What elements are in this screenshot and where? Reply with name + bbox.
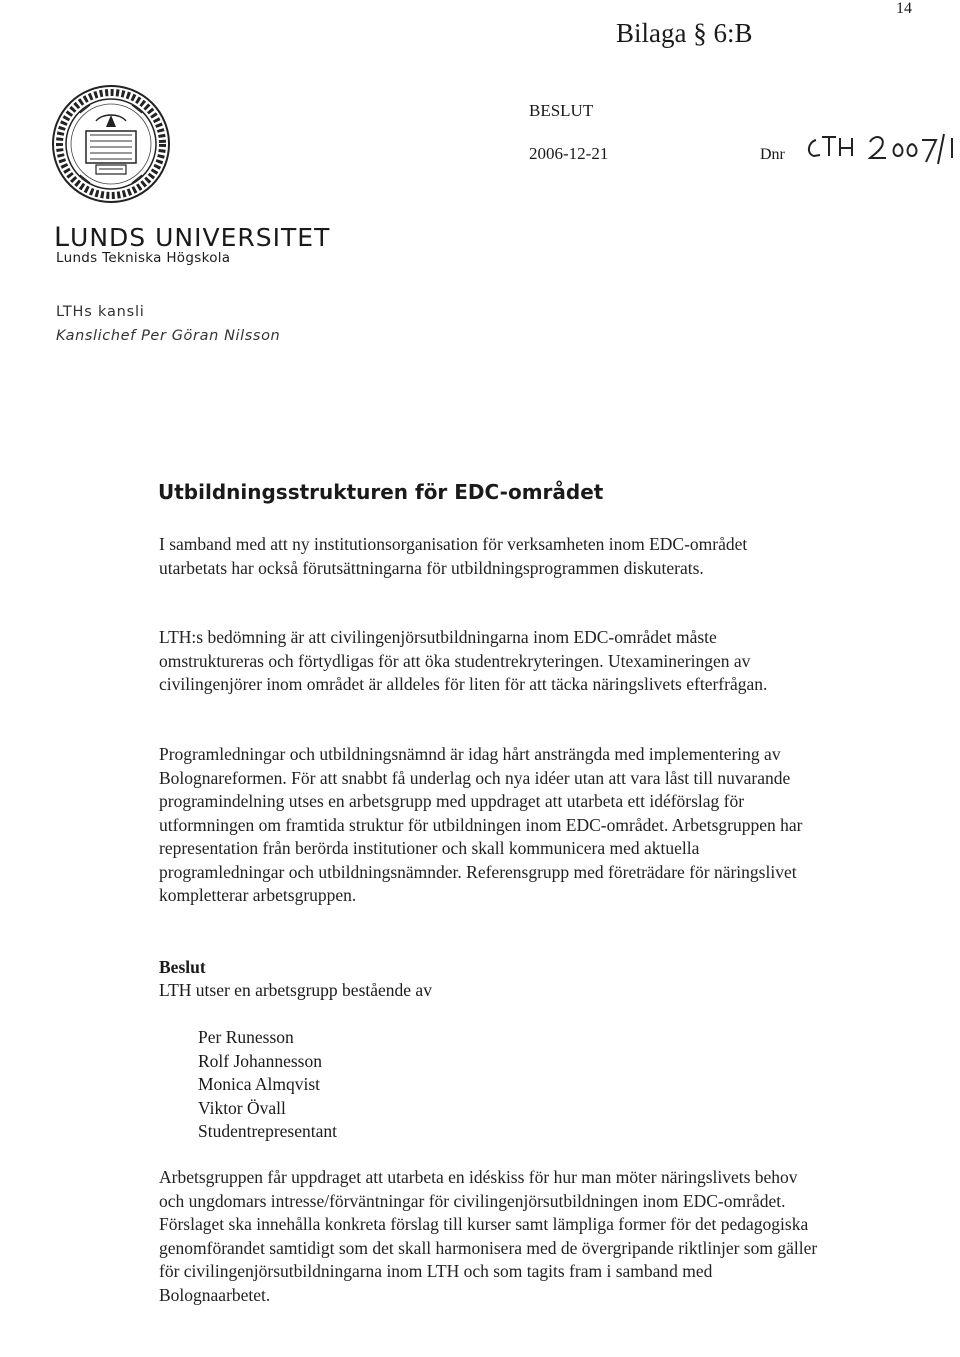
decision-intro: LTH utser en arbetsgrupp bestående av xyxy=(159,980,432,1000)
paragraph-working-group: Programledningar och utbildningsnämnd är idag hårt ansträngda med implementering av Bolognareformen. För att snabbt få underlag och nya idéer utan att vara låst till nuvarande programindelning utses en arbetsgrupp med uppdraget att utarbeta ett idéförslag för utformningen om framtida struktur för utbildningen inom EDC-området. Arbetsgruppen har representation från berörda institutioner och skall kommunicera med aktuella programledningar och utbildningsnämnder. Referensgrupp med företrädare för näringslivet kompletterar arbetsgruppen. xyxy=(159,744,803,905)
sender-name: Kanslichef Per Göran Nilsson xyxy=(56,328,281,344)
document-date: 2006-12-21 xyxy=(529,144,609,163)
list-item: Monica Almqvist xyxy=(198,1074,321,1094)
page-number: 14 xyxy=(896,0,912,17)
list-item: Studentrepresentant xyxy=(198,1121,337,1141)
list-item: Rolf Johannesson xyxy=(198,1050,322,1071)
appendix-reference: Bilaga § 6:B xyxy=(616,18,753,48)
faculty-name: Lunds Tekniska Högskola xyxy=(56,250,231,266)
member-list xyxy=(198,1026,337,1144)
lund-university-seal-icon xyxy=(50,83,172,205)
office-name: LTHs kansli xyxy=(56,304,145,320)
university-name-rest: UNDS UNIVERSITET xyxy=(70,223,331,252)
handwritten-dnr xyxy=(802,128,960,168)
university-name-initial: L xyxy=(54,222,71,253)
university-name xyxy=(54,222,330,253)
document-title: Utbildningsstrukturen för EDC-området xyxy=(158,480,604,504)
decision-heading: Beslut xyxy=(159,957,206,977)
document-type: BESLUT xyxy=(529,101,594,120)
paragraph-assignment: Arbetsgruppen får uppdraget att utarbeta en idéskiss för hur man möter näringslivets behov och ungdomars intresse/förväntningar för civilingenjörsutbildningen inom EDC-området. Förslaget ska innehålla konkreta förslag till kurser samt lämpliga former för det pedagogiska genomförandet samtidigt som det skall harmonisera med de övergripande riktlinjer som gäller för civilingenjörsutbildningarna inom LTH och som tagits fram i samband med Bolognaarbetet. xyxy=(159,1167,818,1305)
list-item: Per Runesson xyxy=(198,1027,294,1047)
paragraph-assessment: LTH:s bedömning är att civilingenjörsutbildningarna inom EDC-området måste omstruktureras och förtydligas för att öka studentrekryteringen. Utexamineringen av civilingenjörer inom området är alldeles för liten för att täcka näringslivets efterfrågan. xyxy=(159,627,768,694)
paragraph-background: I samband med att ny institutionsorganisation för verksamheten inom EDC-området utarbetats har också förutsättningarna för utbildningsprogrammen diskuterats. xyxy=(159,534,748,578)
list-item: Viktor Övall xyxy=(198,1097,286,1118)
dnr-label: Dnr xyxy=(760,146,785,163)
